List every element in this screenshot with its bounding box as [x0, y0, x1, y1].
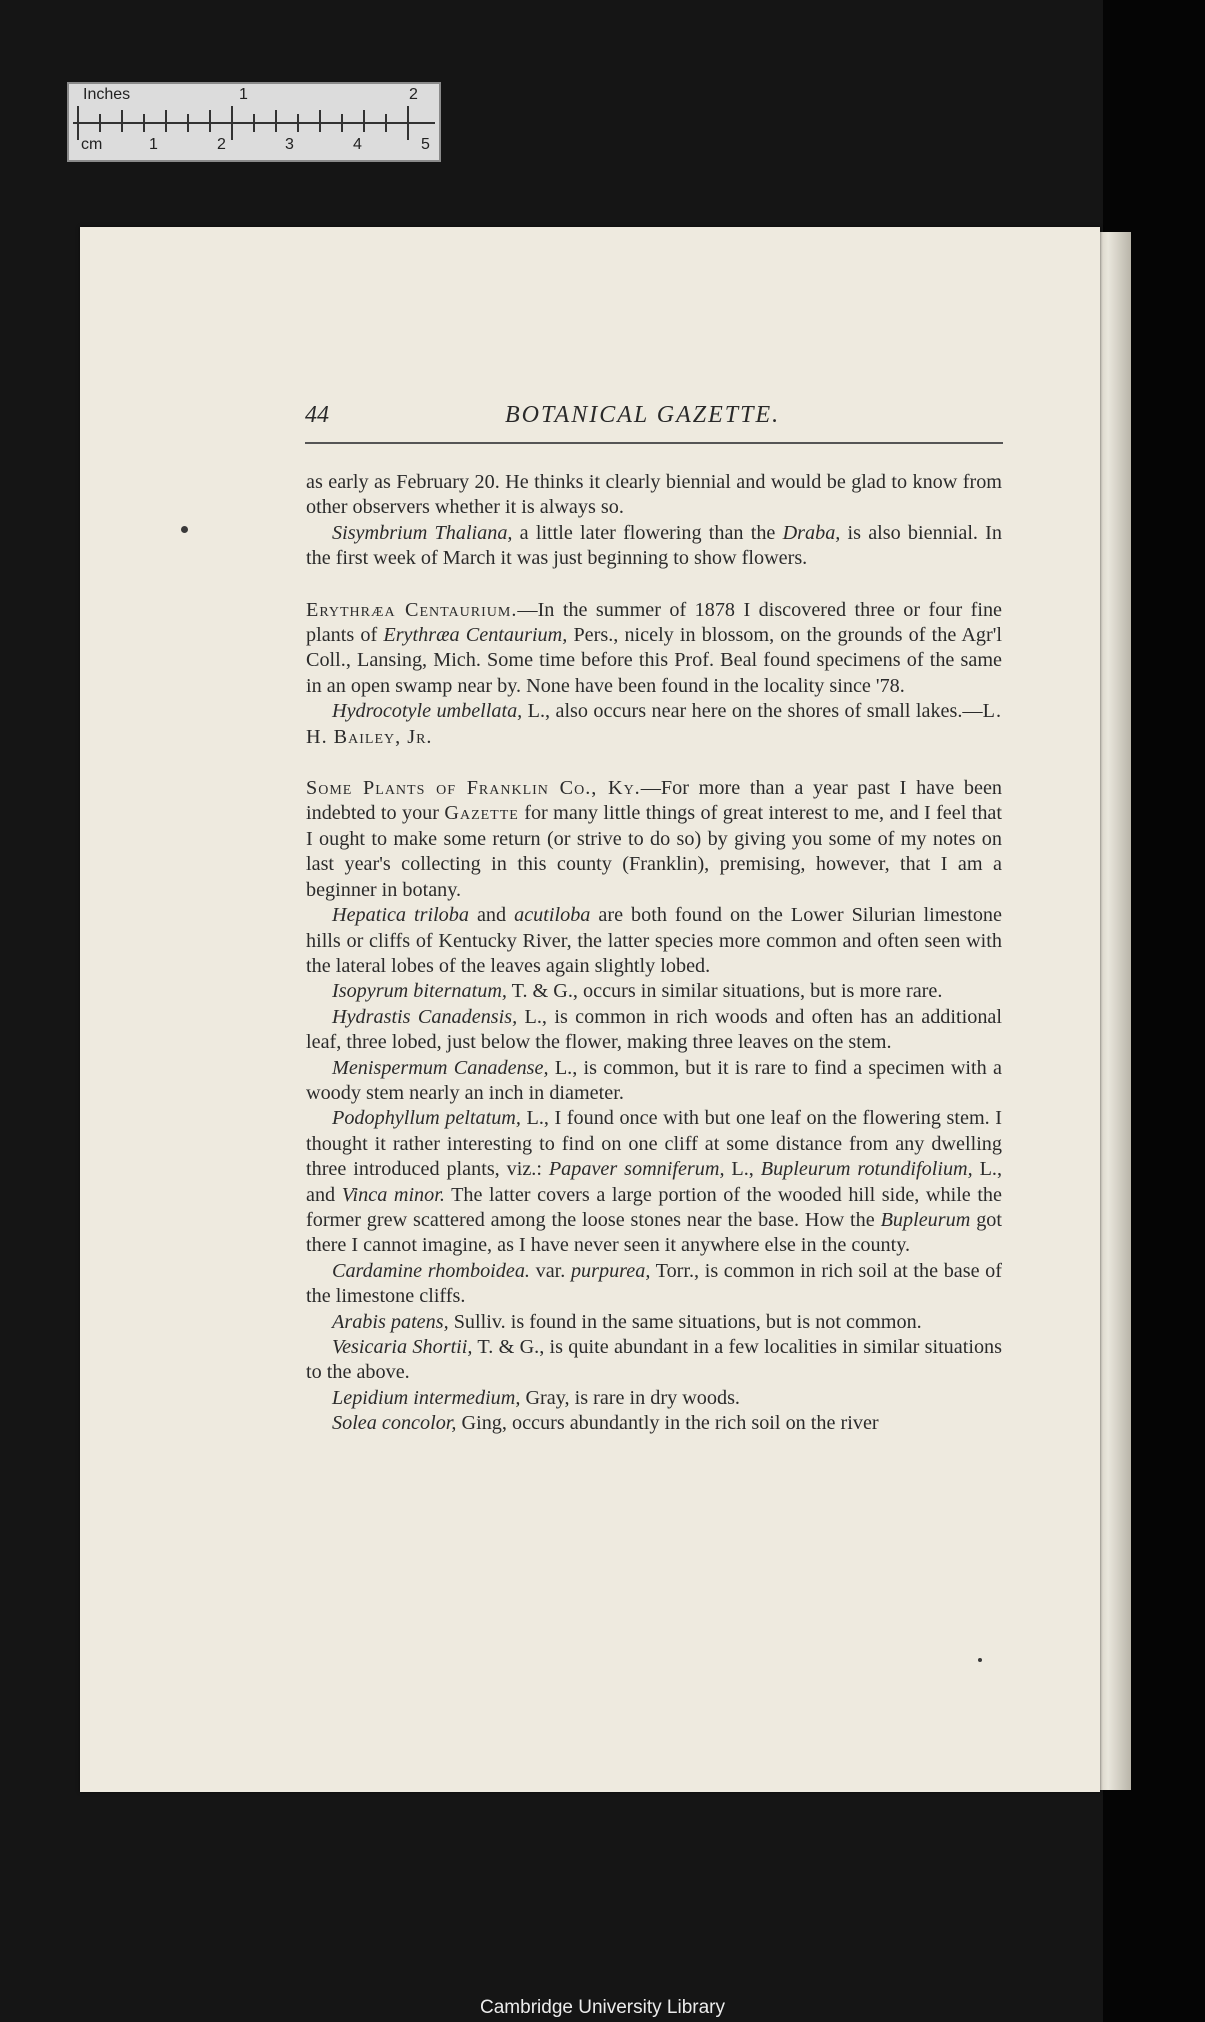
page-header	[305, 402, 1003, 442]
scale-tick	[407, 106, 409, 140]
measurement-scale-bar	[67, 82, 441, 162]
cm-label: cm	[81, 136, 103, 153]
scale-tick	[363, 110, 365, 132]
text-run: L., is common in rich woods and often has an additional leaf, three lobed, just below the flower, making three leaves on the stem.	[306, 1005, 1002, 1054]
scale-tick	[231, 106, 233, 140]
species-name: Isopyrum biternatum,	[332, 980, 507, 1003]
species-name: Solea concolor,	[332, 1412, 457, 1435]
species-name: Papaver somniferum,	[548, 1158, 725, 1181]
text-run: as early as February 20. He thinks it clearly biennial and would be glad to know from other observers whether it is always so.	[306, 471, 1002, 519]
paragraph-vesicaria	[306, 1335, 1002, 1386]
body-text	[306, 470, 1002, 1437]
species-name: Arabis patens,	[332, 1310, 449, 1333]
text-run: T. & G., is quite abundant in a few localities in similar situations to the above.	[306, 1336, 1003, 1384]
paragraph-hepatica	[306, 903, 1002, 979]
cm-mark-3: 3	[285, 136, 294, 153]
scale-tick	[385, 114, 387, 132]
paragraph-isopyrum	[306, 979, 1002, 1004]
species-name: Podophyllum peltatum,	[332, 1107, 521, 1130]
text-run: L., and	[306, 1158, 1003, 1206]
cm-mark-2: 2	[217, 136, 226, 153]
text-run: —In the summer of 1878 I discovered three or four fine plants of	[306, 598, 1002, 647]
scale-tick	[99, 114, 101, 132]
scale-tick	[77, 106, 79, 140]
scale-tick	[143, 114, 145, 132]
paragraph-franklin-co	[306, 776, 1002, 903]
paragraph-menispermum	[306, 1056, 1002, 1107]
scale-tick	[165, 110, 167, 132]
paragraph-hydrastis	[306, 1005, 1002, 1056]
inches-label: Inches	[83, 86, 131, 103]
text-run: got there I cannot imagine, as I have never seen it anywhere else in the county.	[306, 1208, 1002, 1257]
paragraph-solea	[306, 1411, 1002, 1436]
text-run: are both found on the Lower Silurian limestone hills or cliffs of Kentucky River, the latter species more common and often seen with the lateral lobes of the leaves again slightly lobed.	[306, 904, 1002, 977]
paragraph-erythraea	[306, 598, 1002, 700]
species-name: Cardamine rhomboidea.	[332, 1259, 530, 1282]
species-name: Bupleurum rotundifolium,	[760, 1158, 973, 1181]
text-run: is also biennial. In the first week of March it was just beginning to show flowers.	[306, 521, 1002, 570]
header-rule	[305, 442, 1003, 444]
scale-tick	[121, 110, 123, 132]
species-name: Draba,	[782, 521, 841, 544]
species-name: Hydrocotyle umbellata,	[332, 700, 523, 723]
species-name: Erythræa Centaurium,	[383, 624, 568, 647]
species-name: Lepidium intermedium,	[332, 1386, 521, 1409]
species-name: Vinca minor.	[341, 1183, 445, 1206]
cm-mark-4: 4	[353, 136, 362, 153]
section-title: Some Plants of Franklin Co., Ky.	[306, 777, 641, 800]
scale-tick	[297, 114, 299, 132]
scale-tick	[187, 114, 189, 132]
journal-name: Gazette	[444, 802, 519, 825]
species-name: Hepatica triloba	[332, 904, 469, 927]
text-run: Gray, is rare in dry woods.	[520, 1386, 740, 1409]
species-name: Sisymbrium Thaliana,	[332, 521, 513, 544]
paragraph-continuation	[306, 470, 1002, 521]
text-run: L., also occurs near here on the shores of small lakes.—	[522, 700, 983, 723]
text-run: L., I found once with but one leaf on the flowering stem. I thought it rather interesting to find on one cliff at some distance from any dwelling three introduced plants, viz.:	[306, 1107, 1003, 1181]
inch-mark-2: 2	[409, 86, 418, 103]
text-run: The latter covers a large portion of the wooded hill side, while the former grew scattered among the loose stones near the base. How the	[306, 1183, 1002, 1231]
ink-speck	[978, 1658, 982, 1662]
paragraph-hydrocotyle	[306, 699, 1002, 750]
text-run: Torr., is common in rich soil at the base of the limestone cliffs.	[306, 1259, 1002, 1308]
species-name: Menispermum Canadense,	[332, 1056, 549, 1079]
text-run: var.	[529, 1259, 571, 1282]
ink-speck	[181, 526, 188, 533]
scale-tick	[341, 114, 343, 132]
scale-tick	[275, 110, 277, 132]
text-run: Pers., nicely in blossom, on the grounds of the Agr'l Coll., Lansing, Mich. Some time before this Prof. Beal found specimens of the same in an open swamp near by. None have been found in the locality since '78.	[306, 624, 1002, 697]
paragraph-cardamine	[306, 1259, 1002, 1310]
text-run: T. & G., occurs in similar situations, but is more rare.	[506, 980, 943, 1003]
scale-tick	[253, 114, 255, 132]
running-head: BOTANICAL GAZETTE.	[505, 402, 781, 428]
scale-tick	[319, 110, 321, 132]
species-name: acutiloba	[514, 904, 591, 927]
cm-mark-5: 5	[421, 136, 430, 153]
text-run: a little later flowering than the	[512, 521, 783, 544]
author-signature: L. H. Bailey, Jr.	[306, 700, 1002, 748]
text-run: L.,	[724, 1158, 761, 1181]
library-footer: Cambridge University Library	[480, 1997, 725, 2018]
paragraph-podophyllum	[306, 1106, 1002, 1258]
text-run: and	[468, 904, 515, 927]
page-number: 44	[305, 402, 329, 428]
text-run: Sulliv. is found in the same situations, but is not common.	[448, 1310, 922, 1333]
cm-mark-1: 1	[149, 136, 158, 153]
text-run: for many little things of great interest to me, and I feel that I ought to make some return (or strive to do so) by giving you some of my notes on last year's collecting in this county (Franklin), premising, however, that I am a beginner in botany.	[306, 802, 1002, 901]
scale-tick	[209, 110, 211, 132]
species-name: purpurea,	[570, 1259, 651, 1282]
paragraph-sisymbrium	[306, 521, 1002, 572]
text-run: —For more than a year past I have been indebted to your	[306, 777, 1002, 825]
species-name: Vesicaria Shortii,	[332, 1336, 473, 1358]
text-run: Ging, occurs abundantly in the rich soil on the river	[456, 1412, 879, 1435]
paragraph-arabis	[306, 1310, 1002, 1335]
text-run: L., is common, but it is rare to find a specimen with a woody stem nearly an inch in diameter.	[306, 1056, 1002, 1104]
paragraph-lepidium	[306, 1386, 1002, 1411]
inch-mark-1: 1	[239, 86, 248, 103]
species-name: Bupleurum	[880, 1208, 971, 1231]
species-name: Hydrastis Canadensis,	[332, 1005, 518, 1028]
section-title: Erythræa Centaurium.	[306, 598, 518, 621]
